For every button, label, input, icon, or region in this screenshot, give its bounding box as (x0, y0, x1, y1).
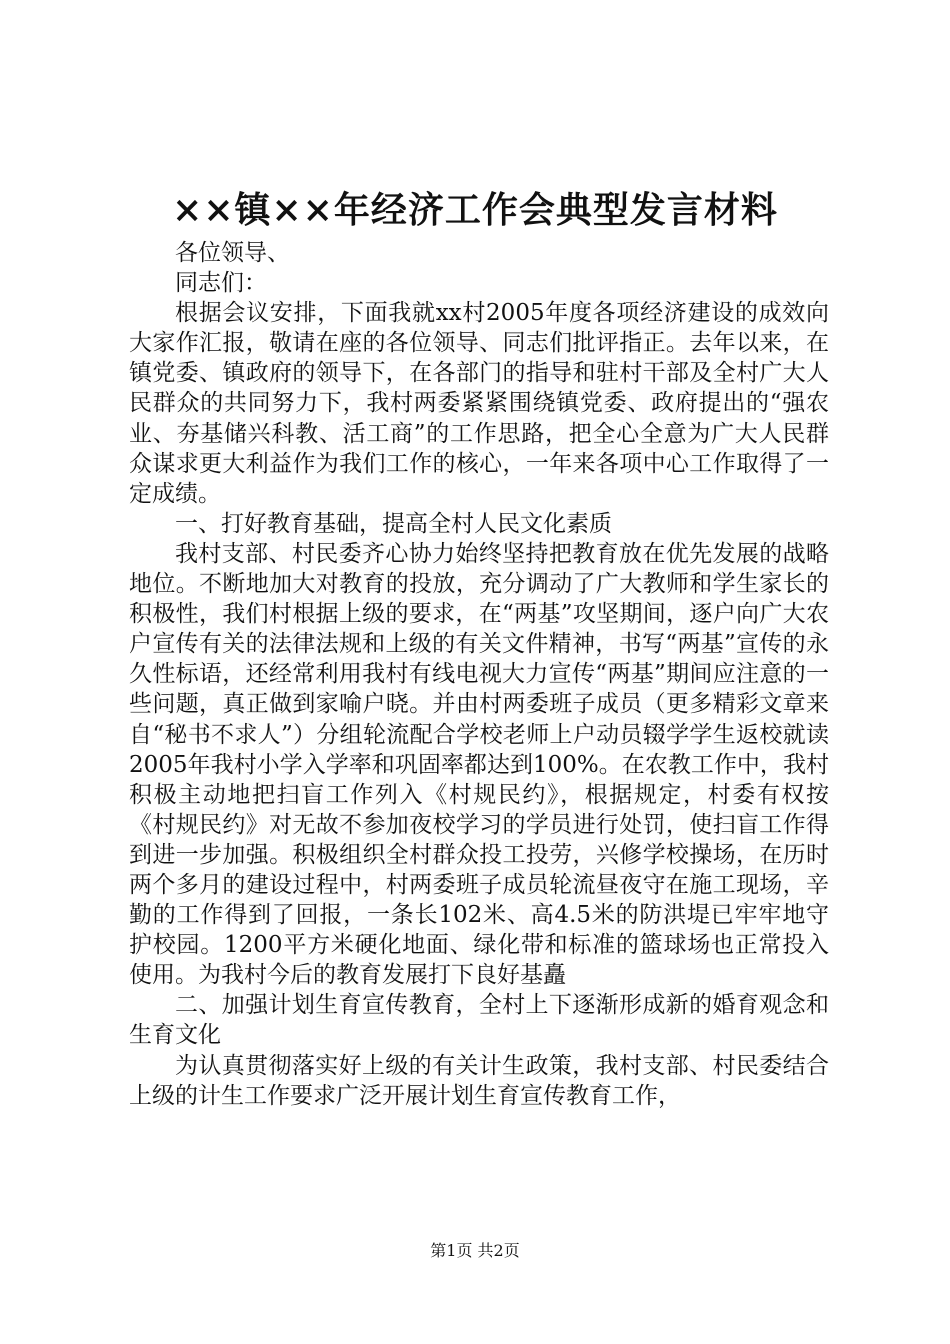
salutation-comrades: 同志们： (175, 270, 267, 297)
section-heading-education: 一、打好教育基础，提高全村人民文化素质 (175, 510, 612, 537)
paragraph-family-planning: 为认真贯彻落实好上级的有关计生政策，我村支部、村民委结合上级的计生工作要求广泛开展计划生育宣传教育工作， (129, 1052, 829, 1109)
document-body (129, 238, 829, 1111)
page-number-footer: 第1页 共2页 (430, 1241, 520, 1260)
paragraph-education: 我村支部、村民委齐心协力始终坚持把教育放在优先发展的战略地位。不断地加大对教育的投放，充分调动了广大教师和学生家长的积极性，我们村根据上级的要求，在“两基”攻坚期间，逐户向广大农户宣传有关的法律法规和上级的有关文件精神，书写“两基”宣传的永久性标语，还经常利用我村有线电视大力宣传“两基”期间应注意的一些问题，真正做到家喻户晓。并由村两委班子成员（更多精彩文章来自“秘书不求人”）分组轮流配合学校老师上户动员辍学学生返校就读2005年我村小学入学率和巩固率都达到100%。在农教工作中，我村积极主动地把扫盲工作列入《村规民约》，根据规定，村委有权按《村规民约》对无故不参加夜校学习的学员进行处罚，使扫盲工作得到进一步加强。积极组织全村群众投工投劳，兴修学校操场，在历时两个多月的建设过程中，村两委班子成员轮流昼夜守在施工现场，辛勤的工作得到了回报，一条长102米、高4.5米的防洪堤已牢牢地守护校园。1200平方米硬化地面、绿化带和标准的篮球场也正常投入使用。为我村今后的教育发展打下良好基矗 (129, 540, 829, 989)
paragraph-intro: 根据会议安排，下面我就xx村2005年度各项经济建设的成效向大家作汇报，敬请在座的各位领导、同志们批评指正。去年以来，在镇党委、镇政府的领导下，在各部门的指导和驻村干部及全村广大人民群众的共同努力下，我村两委紧紧围绕镇党委、政府提出的“强农业、夯基储兴科教、活工商”的工作思路，把全心全意为广大人民群众谋求更大利益作为我们工作的核心，一年来各项中心工作取得了一定成绩。 (129, 300, 829, 507)
salutation-leaders: 各位领导、 (175, 240, 290, 266)
document-title: ××镇××年经济工作会典型发言材料 (172, 189, 778, 231)
section-heading-family-planning: 二、加强计划生育宣传教育，全村上下逐渐形成新的婚育观念和生育文化 (129, 992, 829, 1049)
